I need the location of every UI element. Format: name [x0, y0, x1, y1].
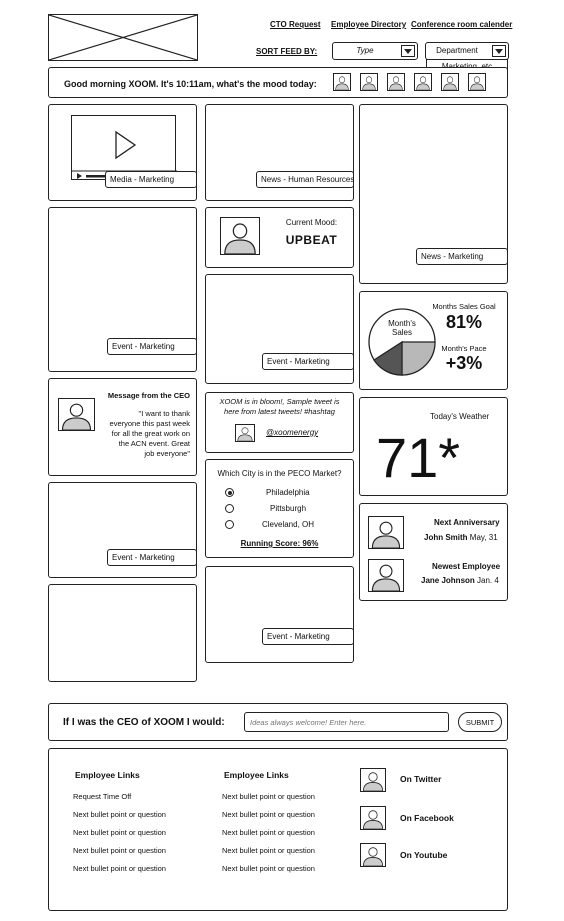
tweet-text [206, 397, 353, 417]
weather-label: Today's Weather [430, 412, 490, 421]
tweet-line: here from latest tweets! #hashtag [224, 407, 335, 416]
feed-tag-news: News - Marketing [416, 248, 508, 265]
nav-link-cto-request[interactable]: CTO Request [270, 20, 321, 29]
social-link-twitter[interactable]: On Twitter [400, 774, 442, 784]
footer-link[interactable]: Next bullet point or question [73, 846, 166, 855]
mood-option-icon[interactable] [414, 73, 432, 91]
mood-option-icon[interactable] [333, 73, 351, 91]
footer-link[interactable]: Next bullet point or question [222, 846, 315, 855]
sort-feed-label: SORT FEED BY: [256, 47, 318, 56]
people-card [359, 503, 508, 601]
footer-link[interactable]: Request Time Off [73, 792, 132, 801]
mood-option-icon[interactable] [360, 73, 378, 91]
footer-link[interactable]: Next bullet point or question [222, 792, 315, 801]
ceo-message-body [110, 409, 190, 459]
person-icon [334, 74, 350, 90]
image-placeholder-icon [49, 15, 197, 60]
current-mood-value: UPBEAT [285, 233, 338, 247]
feed-tag-news: News - Human Resources [256, 171, 354, 188]
feed-tag-media: Media - Marketing [105, 171, 197, 188]
ceo-message-line: "I want to thank [138, 409, 190, 418]
twitter-icon[interactable] [360, 768, 386, 792]
person-icon [469, 74, 485, 90]
person-icon [369, 560, 403, 591]
nav-link-employee-directory[interactable]: Employee Directory [331, 20, 407, 29]
avatar [368, 516, 404, 549]
chevron-down-icon [401, 45, 415, 57]
sales-goal-value: 81% [445, 312, 483, 332]
logo-placeholder [48, 14, 198, 61]
poll-radio-option[interactable] [225, 488, 234, 497]
chevron-down-icon [492, 45, 506, 57]
anniversary-title: Next Anniversary [434, 518, 500, 527]
twitter-handle-link[interactable]: @xoomenergy [266, 428, 319, 437]
footer-col1-title: Employee Links [75, 770, 140, 780]
feed-card-empty[interactable] [48, 584, 197, 682]
feed-tag-event: Event - Marketing [262, 628, 354, 645]
submit-button[interactable]: SUBMIT [458, 712, 502, 732]
ceo-message-title: Message from the CEO [107, 391, 190, 400]
poll-option-label: Philadelphia [266, 488, 310, 497]
newest-employee-name: Jane Johnson [421, 576, 475, 585]
poll-card [205, 459, 354, 558]
feed-tag-event: Event - Marketing [107, 549, 197, 566]
anniversary-date: May, 31 [469, 533, 498, 542]
poll-option-label: Pittsburgh [270, 504, 307, 513]
mood-option-icon[interactable] [387, 73, 405, 91]
current-mood-label: Current Mood: [285, 218, 338, 227]
footer-link[interactable]: Next bullet point or question [222, 810, 315, 819]
avatar [220, 217, 260, 255]
monthly-pace-label: Month's Pace [441, 344, 487, 353]
sales-goal-card [359, 291, 508, 390]
footer-link[interactable]: Next bullet point or question [222, 828, 315, 837]
footer-link[interactable]: Next bullet point or question [73, 864, 166, 873]
newest-employee-date: Jan. 4 [477, 576, 499, 585]
avatar [368, 559, 404, 592]
mood-option-icon[interactable] [468, 73, 486, 91]
ceo-message-line: job everyone" [144, 449, 190, 458]
person-icon [388, 74, 404, 90]
poll-running-score: Running Score: 96% [240, 539, 319, 548]
person-icon [221, 218, 259, 254]
nav-link-conference-room-calendar[interactable]: Conference room calender [411, 20, 513, 29]
person-icon [361, 807, 385, 829]
department-select[interactable] [425, 42, 509, 60]
person-icon [236, 425, 254, 441]
feed-card-event-4[interactable] [205, 566, 354, 663]
newest-employee-title: Newest Employee [432, 562, 501, 571]
footer-link[interactable]: Next bullet point or question [73, 810, 166, 819]
feed-card-news-marketing[interactable] [359, 104, 508, 284]
anniversary-info [424, 533, 498, 542]
sales-goal-label: Months Sales Goal [432, 302, 496, 311]
poll-radio-option[interactable] [225, 520, 234, 529]
ceo-idea-input[interactable] [244, 712, 449, 732]
person-icon [361, 74, 377, 90]
social-link-facebook[interactable]: On Facebook [400, 813, 454, 823]
monthly-pace-value: +3% [445, 353, 483, 373]
facebook-icon[interactable] [360, 806, 386, 830]
greeting-text: Good morning XOOM. It's 10:11am, what's the mood today: [64, 79, 317, 89]
newest-employee-info [421, 576, 499, 585]
poll-radio-option[interactable] [225, 504, 234, 513]
person-icon [361, 844, 385, 866]
type-select[interactable] [332, 42, 418, 60]
anniversary-name: John Smith [424, 533, 468, 542]
weather-card [359, 397, 508, 496]
feed-card-media[interactable] [48, 104, 197, 201]
weather-value: 71* [376, 426, 461, 489]
person-icon [415, 74, 431, 90]
greeting-bar [48, 67, 508, 98]
social-link-youtube[interactable]: On Youtube [400, 850, 448, 860]
feed-card-news-hr[interactable] [205, 104, 354, 201]
ceo-idea-label: If I was the CEO of XOOM I would: [63, 717, 225, 728]
person-icon [361, 769, 385, 791]
mood-option-icon[interactable] [441, 73, 459, 91]
pie-label [378, 319, 426, 337]
feed-card-event-1[interactable] [48, 207, 197, 372]
feed-tag-event: Event - Marketing [107, 338, 197, 355]
poll-question: Which City is in the PECO Market? [217, 469, 342, 478]
tweet-card[interactable] [205, 392, 354, 453]
pie-label-line: Sales [391, 328, 412, 337]
type-select-value: Type [356, 46, 374, 55]
ceo-message-line: everyone this past week [109, 419, 190, 428]
ceo-idea-bar [48, 703, 508, 741]
tweet-line: XOOM is in bloom!, Sample tweet is [219, 397, 340, 406]
footer-panel [48, 748, 508, 911]
current-mood-card [205, 207, 354, 268]
pie-label-line: Month's [388, 319, 416, 328]
footer-col2-title: Employee Links [224, 770, 289, 780]
person-icon [442, 74, 458, 90]
department-select-value: Department [436, 46, 478, 55]
person-icon [369, 517, 403, 548]
avatar [58, 398, 95, 431]
poll-option-label: Cleveland, OH [262, 520, 315, 529]
twitter-avatar [235, 424, 255, 442]
footer-link[interactable]: Next bullet point or question [222, 864, 315, 873]
footer-link[interactable]: Next bullet point or question [73, 828, 166, 837]
ceo-message-card [48, 378, 197, 476]
ceo-message-line: the ACN event. Great [118, 439, 190, 448]
ceo-message-line: for all the great work on [111, 429, 190, 438]
youtube-icon[interactable] [360, 843, 386, 867]
feed-card-event-3[interactable] [205, 274, 354, 384]
feed-tag-event: Event - Marketing [262, 353, 354, 370]
person-icon [59, 399, 94, 430]
feed-card-event-2[interactable] [48, 482, 197, 578]
